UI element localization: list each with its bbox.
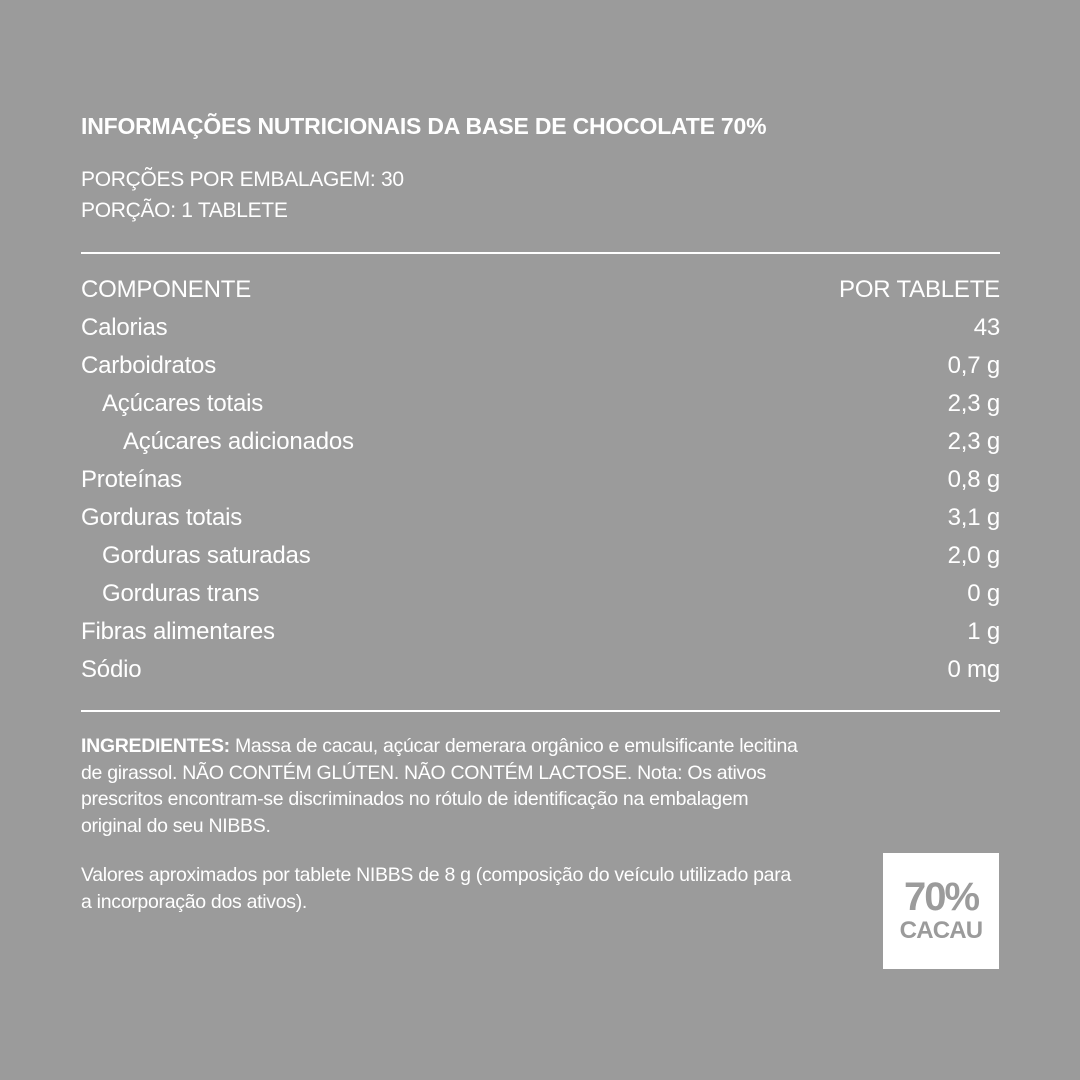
cacau-badge [883, 853, 999, 969]
row-name: Proteínas [81, 466, 182, 493]
row-name: Açúcares totais [102, 390, 264, 417]
row-name: Carboidratos [81, 352, 217, 379]
table-row [81, 466, 1000, 504]
serving-size: PORÇÃO: 1 TABLETE [81, 199, 288, 222]
row-value: 2,0 g [947, 542, 1000, 569]
row-value: 0,8 g [947, 466, 1000, 493]
row-value: 3,1 g [947, 504, 1000, 531]
top-divider [81, 252, 1000, 254]
table-row [81, 390, 1000, 428]
table-rows [81, 314, 1000, 694]
row-value: 0,7 g [947, 352, 1000, 379]
table-row [81, 352, 1000, 390]
table-row [81, 428, 1000, 466]
table-row [81, 618, 1000, 656]
row-name: Açúcares adicionados [123, 428, 354, 455]
row-value: 0 g [967, 580, 1000, 607]
page-title: INFORMAÇÕES NUTRICIONAIS DA BASE DE CHOCOLATE 70% [81, 113, 767, 139]
table-row [81, 656, 1000, 694]
approximate-values-note: Valores aproximados por tablete NIBBS de 8 g (composição do veículo utilizado para a incorporação dos ativos). [81, 864, 791, 913]
row-name: Calorias [81, 314, 168, 341]
table-row [81, 580, 1000, 618]
header-component: COMPONENTE [81, 276, 252, 303]
row-name: Fibras alimentares [81, 618, 275, 645]
bottom-divider [81, 710, 1000, 712]
table-row [81, 314, 1000, 352]
table-row [81, 542, 1000, 580]
row-name: Gorduras totais [81, 504, 243, 531]
row-value: 43 [973, 314, 1000, 341]
nutrition-table [81, 276, 1000, 694]
badge-percent: 70% [903, 875, 979, 919]
ingredients-text [81, 733, 801, 839]
row-value: 1 g [967, 618, 1000, 645]
servings-per-package: PORÇÕES POR EMBALAGEM: 30 [81, 168, 404, 191]
row-value: 0 mg [947, 656, 1000, 683]
table-header [81, 276, 1000, 314]
ingredients-body: Massa de cacau, açúcar demerara orgânico e emulsificante lecitina de girassol. NÃO CONTÉM GLÚTEN. NÃO CONTÉM LACTOSE. Nota: Os ativos prescritos encontram-se discriminados no rótulo de identificação na embalagem original do seu NIBBS. [81, 735, 798, 837]
ingredients-label: INGREDIENTES: [81, 735, 230, 757]
row-name: Gorduras trans [102, 580, 260, 607]
badge-word: CACAU [899, 917, 983, 944]
row-value: 2,3 g [947, 428, 1000, 455]
row-name: Gorduras saturadas [102, 542, 311, 569]
header-per-unit: POR TABLETE [839, 276, 1000, 303]
row-name: Sódio [81, 656, 142, 683]
row-value: 2,3 g [947, 390, 1000, 417]
table-row [81, 504, 1000, 542]
